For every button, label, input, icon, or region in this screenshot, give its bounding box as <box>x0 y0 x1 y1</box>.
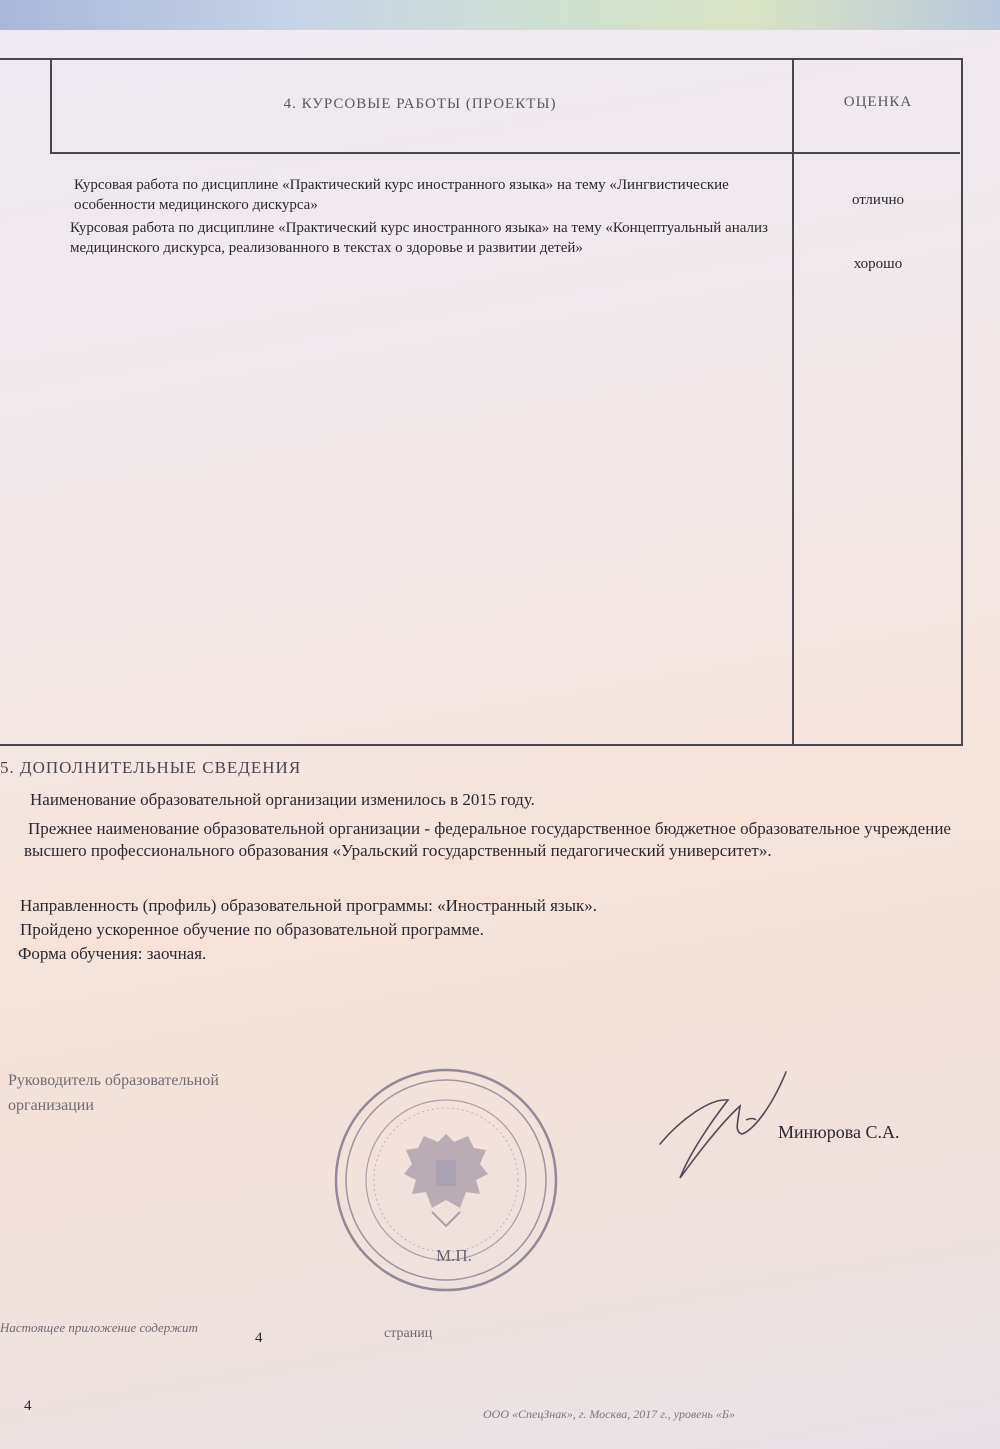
signatory-name: Минюрова С.А. <box>778 1122 900 1142</box>
coursework-row-2-text: Курсовая работа по дисциплине «Практический курс иностранного языка» на тему «Концептуальный анализ медицинского дискурса, реализованного в текстах о здоровье и развитии детей» <box>70 220 768 256</box>
head-of-organization-label: Руководитель образовательной организации <box>8 1072 219 1114</box>
info-line-profile: Направленность (профиль) образовательной программы: «Иностранный язык». <box>20 896 598 915</box>
pages-word: страниц <box>384 1326 433 1341</box>
info-line-study-form: Форма обучения: заочная. <box>18 944 207 963</box>
handwritten-signature <box>650 1060 790 1190</box>
coursework-row-1-grade: отлично <box>851 192 905 208</box>
table-header-divider <box>52 152 960 154</box>
grade-column-header: ОЦЕНКА <box>843 94 913 110</box>
pages-count: 4 <box>255 1330 263 1346</box>
info-line-name-change: Наименование образовательной организации изменилось в 2015 году. <box>30 790 535 809</box>
page-number: 4 <box>24 1398 32 1414</box>
info-line-accelerated: Пройдено ускоренное обучение по образовательной программе. <box>20 920 484 939</box>
table-title: 4. КУРСОВЫЕ РАБОТЫ (ПРОЕКТЫ) <box>283 96 557 112</box>
seal-mp-mark: М.П. <box>436 1246 472 1265</box>
pages-label: Настоящее приложение содержит <box>0 1320 198 1335</box>
info-line-former-name: Прежнее наименование образовательной организации - федеральное государственное бюджетное образовательное учреждение высшего профессионального образования «Уральский государственный педагогический университет». <box>24 819 951 860</box>
coursework-row-2-grade: хорошо <box>853 256 903 272</box>
course-works-table <box>0 58 963 746</box>
table-column-divider <box>792 60 794 744</box>
printer-imprint: ООО «СпецЗнак», г. Москва, 2017 г., уровень «Б» <box>483 1407 735 1421</box>
additional-info-heading: 5. ДОПОЛНИТЕЛЬНЫЕ СВЕДЕНИЯ <box>0 758 302 777</box>
table-header-left-border <box>50 60 52 154</box>
coursework-row-1-text: Курсовая работа по дисциплине «Практический курс иностранного языка» на тему «Лингвистические особенности медицинского дискурса» <box>74 177 729 213</box>
